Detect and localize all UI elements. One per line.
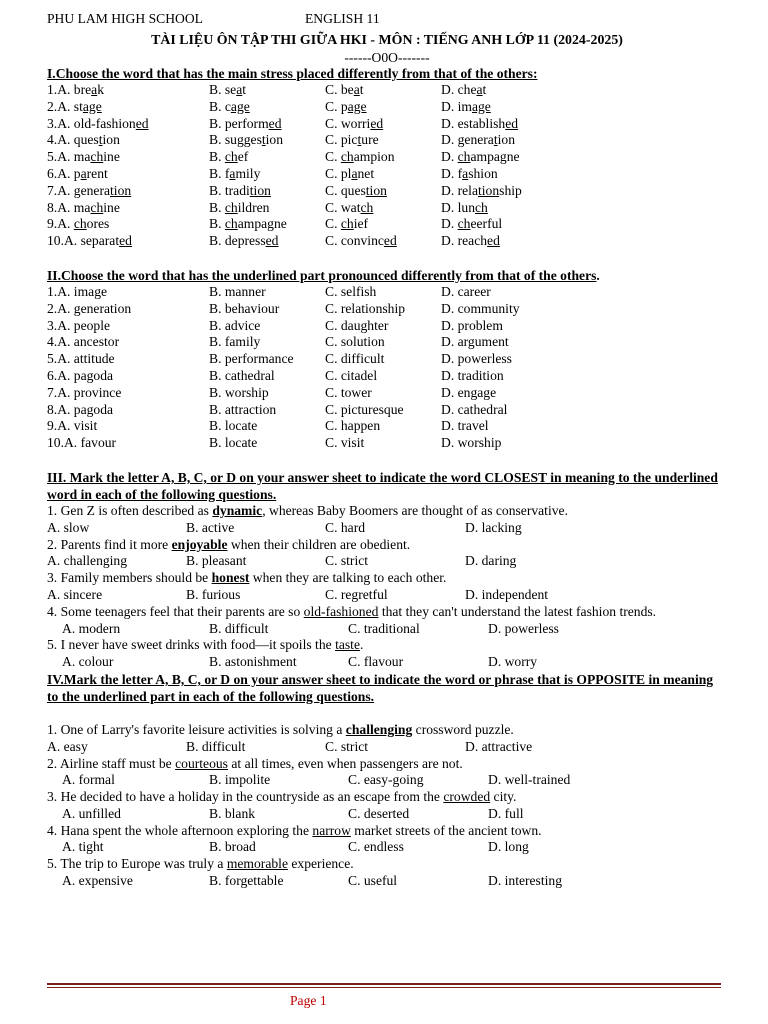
section2-row [47,402,727,419]
underlined-part: ed [487,233,500,249]
answer-options [47,587,727,604]
key-word: old-fashioned [303,603,379,619]
section1-row [47,166,727,183]
section1-row [47,200,727,217]
answer-option: C. traditional [348,620,420,636]
section1-row [47,233,727,250]
section1-row [47,216,727,233]
answer-option: B. impolite [209,772,271,788]
answer-option: A. colour [62,654,114,670]
answer-option: A. modern [62,620,121,636]
underlined-part: ch [457,149,471,165]
answer-option: A. tight [62,839,104,855]
option-word: C. tower [325,384,372,400]
answer-option: D. well-trained [488,772,571,788]
option-word: D. lunch [441,199,488,215]
underlined-part: ch [90,149,104,165]
answer-option: B. astonishment [209,654,297,670]
underlined-part: a [476,82,483,97]
answer-option: B. difficult [209,620,269,636]
section4-heading: IV.Mark the letter A, B, C, or D on your answer sheet to indicate the word or phrase that is OPPOSITE in meaning to the underlined part in each of the following questions. [47,671,714,704]
option-word: C. worried [325,115,384,131]
option-word: C. question [325,182,387,198]
question-text: 1. Gen Z is often described as dynamic, whereas Baby Boomers are thought of as conservative. [47,502,568,518]
school-name: PHU LAM HIGH SCHOOL [47,11,203,26]
underlined-part: t [261,132,266,148]
option-word: 2.A. generation [47,300,132,316]
page-footer [47,983,721,1008]
section1-row [47,99,727,116]
underlined-part: ch [457,216,471,232]
answer-options [47,739,727,756]
answer-option: A. expensive [62,873,133,889]
option-word: 7.A. generation [47,182,132,198]
underlined-part: tion [365,182,387,198]
answer-option: B. active [186,519,235,535]
answer-option: C. strict [325,553,369,569]
key-word: honest [211,570,250,586]
option-word: C. watch [325,199,374,215]
option-word: C. daughter [325,317,389,333]
option-word: D. cheat [441,82,487,97]
option-word: D. established [441,115,519,131]
underlined-part: ed [370,115,384,131]
underlined-part: ch [224,149,238,165]
option-word: D. powerless [441,351,512,367]
section2-row [47,418,727,435]
section2-heading: II.Choose the word that has the underlined part pronounced differently from that of the others. [47,267,600,283]
option-word: C. relationship [325,300,406,316]
section2-items [47,284,727,452]
answer-option: D. powerless [488,620,559,636]
question-text: 5. The trip to Europe was truly a memorable experience. [47,856,354,872]
underlined-part: t [98,132,103,148]
answer-option: B. furious [186,586,241,602]
underlined-part: a [351,165,358,181]
option-word: 3.A. people [47,317,111,333]
footer-rule-thin [47,987,721,988]
section2-row [47,435,727,452]
section2-row [47,318,727,335]
key-word: memorable [226,856,288,872]
underlined-part: a [353,82,360,97]
answer-option: A. challenging [47,553,128,569]
section1-row [47,183,727,200]
key-word: courteous [175,755,228,771]
answer-options [47,520,727,537]
underlined-part: ch [360,199,374,215]
option-word: C. visit [325,435,365,451]
option-word: C. happen [325,418,381,434]
underlined-part: ch [90,199,104,215]
option-word: D. cheerful [441,216,503,232]
question-text: 4. Some teenagers feel that their parents are so old-fashioned that they can't understand the latest fashion trends. [47,603,657,619]
option-word: B. performance [209,351,294,367]
option-word: C. convinced [325,233,397,249]
answer-option: C. strict [325,738,369,754]
question-text: 2. Parents find it more enjoyable when their children are obedient. [47,536,411,552]
underlined-part: ch [474,199,488,215]
worksheet-page [47,9,727,890]
option-word: D. champagne [441,149,520,165]
option-word: D. cathedral [441,401,508,417]
answer-option: D. attractive [465,738,533,754]
option-word: 9.A. visit [47,418,98,434]
underlined-part: t [493,132,498,148]
answer-options [47,553,727,570]
option-word: C. champion [325,149,395,165]
underlined-part: t [357,132,362,148]
underlined-part: ch [224,199,238,215]
question-text: 5. I never have sweet drinks with food—it spoils the taste. [47,637,364,653]
option-word: 1.A. image [47,283,108,299]
answer-option: D. daring [465,553,517,569]
section2-row [47,385,727,402]
option-word: D. generation [441,132,515,148]
key-word: crowded [443,789,491,805]
section2-row [47,334,727,351]
option-word: B. champagne [209,216,287,232]
section1-row [47,149,727,166]
key-word: narrow [312,822,351,838]
option-word: 10.A. separated [47,233,132,249]
option-word: B. worship [209,384,269,400]
underlined-part: a [229,165,236,181]
underlined-part: ed [505,115,519,131]
option-word: C. planet [325,165,375,181]
answer-option: A. easy [47,738,88,754]
answer-options [47,654,727,671]
option-word: B. performed [209,115,282,131]
option-word: D. tradition [441,367,504,383]
answer-option: B. blank [209,805,256,821]
option-word: D. fashion [441,165,498,181]
answer-option: C. endless [348,839,404,855]
underlined-part: ed [135,115,149,131]
option-word: 9.A. chores [47,216,110,232]
answer-option: A. sincere [47,586,103,602]
option-word: B. suggestion [209,132,284,148]
option-word: D. worship [441,435,502,451]
key-word: dynamic [212,502,263,518]
key-word: taste [335,637,360,653]
option-word: 8.A. machine [47,199,120,215]
option-word: 7.A. province [47,384,122,400]
section1-row [47,116,727,133]
option-word: D. argument [441,334,509,350]
option-word: 5.A. machine [47,149,120,165]
option-word: 3.A. old-fashioned [47,115,149,131]
answer-options [47,621,727,638]
option-word: 1.A. break [47,82,105,97]
option-word: D. community [441,300,520,316]
option-word: D. reached [441,233,500,249]
option-word: B. family [209,334,261,350]
option-word: 10.A. favour [47,435,117,451]
page-number: Page 1 [290,993,327,1008]
underlined-part: ed [383,233,397,249]
underlined-part: ed [119,233,132,249]
answer-option: C. flavour [348,654,404,670]
question-text: 3. He decided to have a holiday in the countryside as an escape from the crowded city. [47,789,517,805]
answer-options [47,839,727,856]
option-word: B. family [209,165,261,181]
question-text: 3. Family members should be honest when they are talking to each other. [47,570,447,586]
option-word: 5.A. attitude [47,351,115,367]
option-word: C. picture [325,132,379,148]
question-text: 1. One of Larry's favorite leisure activities is solving a challenging crossword puzzle. [47,721,514,737]
section3-questions [47,503,727,671]
answer-option: D. interesting [488,873,562,889]
answer-option: D. full [488,805,524,821]
underlined-part: age [471,98,491,114]
option-word: C. page [325,98,367,114]
option-word: D. image [441,98,491,114]
option-word: C. selfish [325,283,377,299]
option-word: B. children [209,199,270,215]
answer-option: B. difficult [186,738,246,754]
section3-heading: III. Mark the letter A, B, C, or D on your answer sheet to indicate the word CLOSEST in meaning to the underlined word in each of the following questions. [47,469,718,502]
option-word: B. manner [209,283,266,299]
question-text: 2. Airline staff must be courteous at all times, even when passengers are not. [47,755,463,771]
section2-row [47,301,727,318]
underlined-part: ed [265,233,279,249]
footer-rule [47,983,721,985]
answer-option: C. regretful [325,586,388,602]
option-word: C. difficult [325,351,385,367]
answer-option: A. slow [47,519,90,535]
answer-option: D. long [488,839,529,855]
section4-questions [47,722,727,890]
underlined-part: a [236,82,243,97]
option-word: 6.A. pagoda [47,367,114,383]
section1-items [47,82,727,250]
option-word: D. engage [441,384,497,400]
option-word: B. cage [209,98,250,114]
option-word: 4.A. question [47,132,120,148]
option-word: D. relationship [441,182,522,198]
answer-option: D. lacking [465,519,522,535]
answer-option: A. unfilled [62,805,121,821]
option-word: 4.A. ancestor [47,334,120,350]
underlined-part: a [80,165,87,181]
option-word: C. beat [325,82,364,97]
answer-option: B. broad [209,839,256,855]
section2-row [47,284,727,301]
answer-option: B. forgettable [209,873,284,889]
section1-row [47,132,727,149]
option-word: B. advice [209,317,261,333]
document-title: TÀI LIỆU ÔN TẬP THI GIỮA HKI - MÔN : TIẾNG ANH LỚP 11 (2024-2025) [151,33,623,48]
option-word: 2.A. stage [47,98,102,114]
underlined-part: tion [110,182,132,198]
key-word: enjoyable [171,536,228,552]
option-word: B. locate [209,435,258,451]
option-word: D. travel [441,418,489,434]
underlined-part: ch [340,149,354,165]
answer-option: C. easy-going [348,772,424,788]
option-word: B. chef [209,149,249,165]
answer-option: B. pleasant [186,553,247,569]
answer-option: C. deserted [348,805,410,821]
underlined-part: age [82,98,102,114]
underlined-part: ch [73,216,87,232]
option-word: B. locate [209,418,258,434]
option-word: B. cathedral [209,367,275,383]
underlined-part: ch [224,216,238,232]
section2-row [47,368,727,385]
option-word: B. seat [209,82,247,97]
option-word: B. depressed [209,233,279,249]
option-word: C. picturesque [325,401,404,417]
option-word: C. chief [325,216,369,232]
option-word: C. citadel [325,367,378,383]
document-header [47,9,727,29]
option-word: 6.A. parent [47,165,108,181]
section2-row [47,351,727,368]
answer-option: C. useful [348,873,398,889]
option-word: D. problem [441,317,503,333]
answer-option: D. independent [465,586,549,602]
option-word: B. tradition [209,182,271,198]
underlined-part: a [462,165,469,181]
section1-row [47,82,727,99]
question-text: 4. Hana spent the whole afternoon exploring the narrow market streets of the ancient town. [47,822,542,838]
title-separator: ------O0O------- [344,50,430,65]
underlined-part: ch [340,216,354,232]
option-word: B. attraction [209,401,277,417]
underlined-part: tion [249,182,271,198]
underlined-part: a [91,82,98,97]
underlined-part: age [230,98,250,114]
section1-heading: I.Choose the word that has the main stress placed differently from that of the others: [47,66,538,81]
key-word: challenging [345,721,413,737]
underlined-part: tion [478,182,500,198]
option-word: B. behaviour [209,300,280,316]
option-word: D. career [441,283,491,299]
underlined-part: ed [268,115,282,131]
answer-option: C. hard [325,519,366,535]
option-word: 8.A. pagoda [47,401,114,417]
subject-name: ENGLISH 11 [305,11,380,26]
option-word: C. solution [325,334,385,350]
answer-options [47,873,727,890]
answer-options [47,772,727,789]
answer-option: A. formal [62,772,115,788]
answer-option: D. worry [488,654,538,670]
underlined-part: age [347,98,367,114]
answer-options [47,806,727,823]
